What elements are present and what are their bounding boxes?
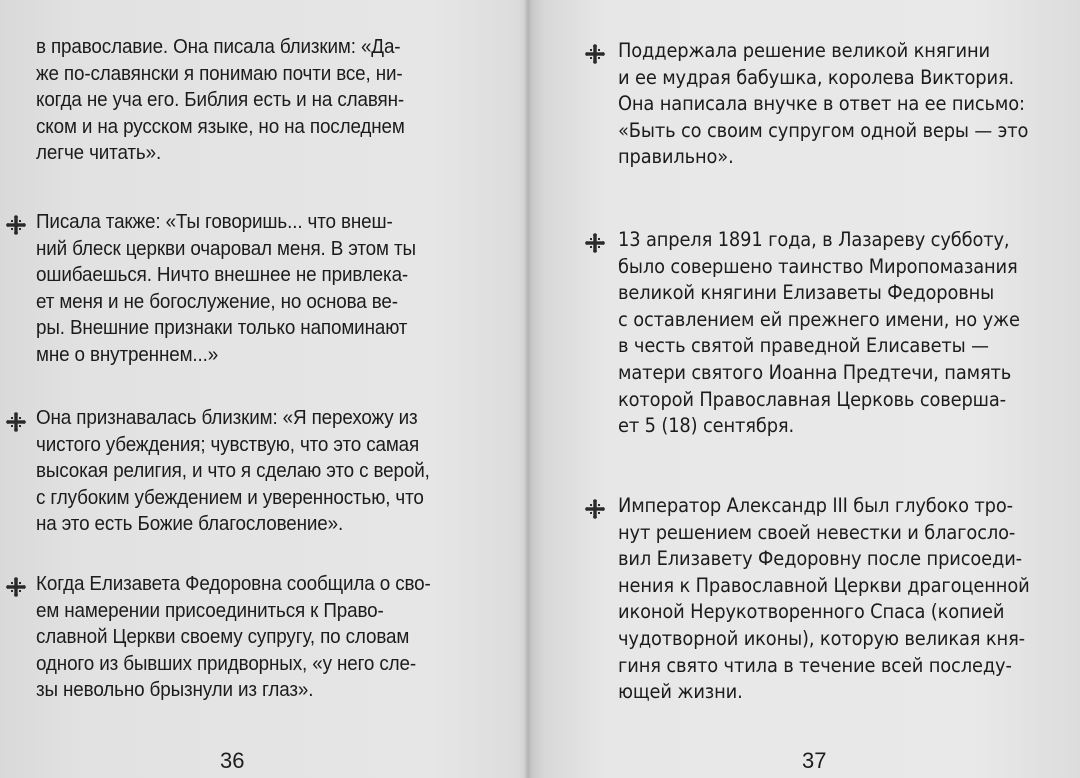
- text-line: нут решением своей невестки и благосло-: [618, 520, 1016, 544]
- text-line: ет 5 (18) сентября.: [618, 414, 795, 438]
- text-line: нения к Православной Церкви драгоценной: [618, 573, 1030, 597]
- text-line: ем намерении присоединиться к Право-: [36, 598, 384, 622]
- text-line: гиня свято чтила в течение всей последу-: [618, 653, 1012, 677]
- text-line: мне о внутреннем...»: [36, 342, 219, 366]
- left-paragraph-3: [36, 405, 430, 538]
- orthodox-cross-icon: [6, 577, 26, 597]
- orthodox-cross-icon: [6, 215, 26, 235]
- right-paragraph-2: [618, 227, 1020, 440]
- text-line: и ее мудрая бабушка, королева Виктория.: [618, 65, 1015, 89]
- orthodox-cross-icon: [585, 499, 605, 519]
- text-line: Писала также: «Ты говоришь... что внеш-: [36, 210, 393, 233]
- right-paragraph-3: [618, 493, 1030, 706]
- text-line: высокая религия, и что я сделаю это с верой,: [36, 459, 430, 483]
- orthodox-cross-icon: [585, 44, 605, 64]
- text-line: Когда Елизавета Федоровна сообщила о сво-: [36, 572, 431, 595]
- text-line: которой Православная Церковь соверша-: [618, 387, 1006, 411]
- text-line: в честь святой праведной Елисаветы —: [618, 334, 989, 358]
- text-line: с глубоким убеждением и уверенностью, что: [36, 485, 424, 509]
- text-line: славной Церкви своему супругу, по словам: [36, 625, 410, 649]
- text-line: ском и на русском языке, но на последнем: [36, 114, 405, 138]
- orthodox-cross-icon: [585, 233, 605, 253]
- text-line: чистого убеждения; чувствую, что это самая: [36, 432, 420, 456]
- text-line: правильно».: [618, 145, 734, 169]
- text-line: 13 апреля 1891 года, в Лазареву субботу,: [618, 228, 1010, 251]
- text-line: же по-славянски я понимаю почти все, ни-: [36, 61, 403, 85]
- text-line: матери святого Иоанна Предтечи, память: [618, 360, 1012, 384]
- text-line: ры. Внешние признаки только напоминают: [36, 316, 408, 340]
- text-line: ний блеск церкви очаровал меня. В этом ты: [36, 236, 416, 260]
- text-line: вил Елизавету Федоровну после присоеди-: [618, 547, 1022, 571]
- text-line: «Быть со своим супругом одной веры — это: [618, 118, 1029, 142]
- right-paragraph-1: [618, 38, 1028, 171]
- text-line: в православие. Она писала близким: «Да-: [36, 35, 401, 58]
- text-line: великой княгини Елизаветы Федоровны: [618, 281, 995, 305]
- text-line: ошибаешься. Ничто внешнее не привлека-: [36, 263, 409, 287]
- text-line: Она написала внучке в ответ на ее письмо:: [618, 92, 1025, 116]
- text-line: Император Александр III был глубоко тро-: [618, 494, 1013, 517]
- orthodox-cross-icon: [6, 412, 26, 432]
- left-paragraph-1: [36, 34, 405, 167]
- text-line: с оставлением ей прежнего имени, но уже: [618, 307, 1020, 331]
- text-line: на это есть Божие благословение».: [36, 512, 344, 536]
- text-line: иконой Нерукотворенного Спаса (копией: [618, 600, 1005, 624]
- left-page: [0, 0, 524, 778]
- left-paragraph-4: [36, 571, 431, 704]
- left-paragraph-2: [36, 209, 416, 369]
- page-number: 36: [220, 748, 245, 773]
- text-line: ющей жизни.: [618, 680, 743, 704]
- text-line: было совершено таинство Миропомазания: [618, 254, 1018, 278]
- text-line: Поддержала решение великой княгини: [618, 39, 991, 62]
- text-line: зы невольно брызнули из глаз».: [36, 678, 314, 702]
- right-page: [532, 0, 1080, 778]
- text-line: одного из бывших придворных, «у него сле-: [36, 651, 417, 675]
- text-line: Она признавалась близким: «Я перехожу из: [36, 406, 418, 429]
- text-line: чудотворной иконы), которую великая кня-: [618, 626, 1025, 650]
- book-gutter: [524, 0, 532, 778]
- text-line: когда не уча его. Библия есть и на славян-: [36, 88, 405, 112]
- page-number: 37: [802, 748, 827, 773]
- text-line: легче читать».: [36, 141, 162, 165]
- text-line: ет меня и не богослужение, но основа ве-: [36, 289, 398, 313]
